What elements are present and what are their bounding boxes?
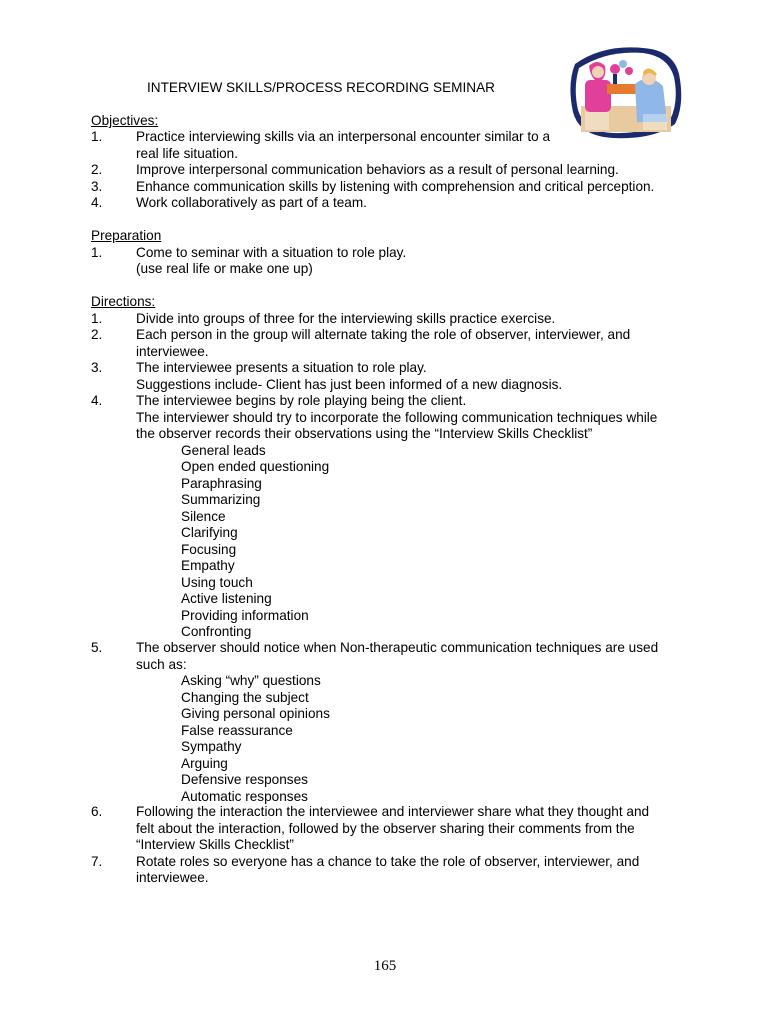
objective-number: 2. [91,162,103,177]
technique-item: Open ended questioning [181,459,330,474]
preparation-text: (use real life or make one up) [136,261,313,276]
direction-text: such as: [136,656,187,672]
nontherapeutic-item: Asking “why” questions [181,673,321,688]
direction-number: 4. [91,393,103,408]
technique-item: Summarizing [181,492,261,507]
direction-text: Following the interaction the interviewee and interviewer share what they thought and [136,804,650,819]
objective-number: 1. [91,129,103,144]
technique-item: Using touch [181,574,253,590]
nontherapeutic-item: False reassurance [181,722,293,738]
direction-text: Rotate roles so everyone has a chance to take the role of observer, interviewer, and [136,853,640,869]
technique-item: Focusing [181,541,237,557]
technique-item: General leads [181,442,266,458]
preparation-number: 1. [91,244,103,260]
objective-text: Improve interpersonal communication behaviors as a result of personal learning. [136,162,619,177]
objectives-heading: Objectives: [91,113,159,128]
preparation-text: Come to seminar with a situation to role play. [136,244,407,260]
direction-text: interviewee. [136,343,209,359]
page-number: 165 [373,958,397,974]
direction-text: The observer should notice when Non-therapeutic communication techniques are used [136,640,659,655]
direction-number: 2. [91,327,103,342]
objective-number: 4. [91,195,103,210]
objective-number: 3. [91,178,103,194]
objective-text: Work collaboratively as part of a team. [136,195,367,210]
direction-text: Divide into groups of three for the interviewing skills practice exercise. [136,310,556,326]
direction-text: interviewee. [136,870,209,885]
direction-text: “Interview Skills Checklist” [136,837,294,852]
direction-number: 3. [91,360,103,375]
direction-text: The interviewee presents a situation to role play. [136,360,427,375]
technique-item: Clarifying [181,525,238,540]
direction-text: The interviewer should try to incorporate the following communication techniques while [136,409,658,425]
objective-text: Practice interviewing skills via an interpersonal encounter similar to a [136,129,551,144]
technique-item: Paraphrasing [181,475,262,491]
direction-text: Suggestions include- Client has just been informed of a new diagnosis. [136,376,563,392]
preparation-heading: Preparation [91,228,162,243]
direction-number: 5. [91,640,103,655]
direction-text: Each person in the group will alternate taking the role of observer, interviewer, and [136,327,631,342]
nontherapeutic-item: Defensive responses [181,772,308,787]
nontherapeutic-item: Automatic responses [181,788,308,804]
page-title: INTERVIEW SKILLS/PROCESS RECORDING SEMINAR [147,80,495,95]
interview-illustration-icon [563,44,685,140]
objective-text: Enhance communication skills by listening with comprehension and critical perception. [136,178,655,194]
direction-text: the observer records their observations using the “Interview Skills Checklist” [136,426,593,441]
technique-item: Confronting [181,624,252,639]
direction-text: felt about the interaction, followed by the observer sharing their comments from the [136,820,635,836]
technique-item: Silence [181,508,226,524]
nontherapeutic-item: Changing the subject [181,689,309,705]
direction-number: 6. [91,804,103,819]
directions-heading: Directions: [91,294,156,309]
nontherapeutic-item: Giving personal opinions [181,706,330,721]
direction-text: The interviewee begins by role playing being the client. [136,393,467,408]
nontherapeutic-item: Arguing [181,755,228,771]
technique-item: Active listening [181,591,272,606]
objective-text: real life situation. [136,145,239,161]
direction-number: 1. [91,310,103,326]
direction-number: 7. [91,853,103,869]
technique-item: Providing information [181,607,309,623]
nontherapeutic-item: Sympathy [181,739,242,754]
technique-item: Empathy [181,558,235,573]
